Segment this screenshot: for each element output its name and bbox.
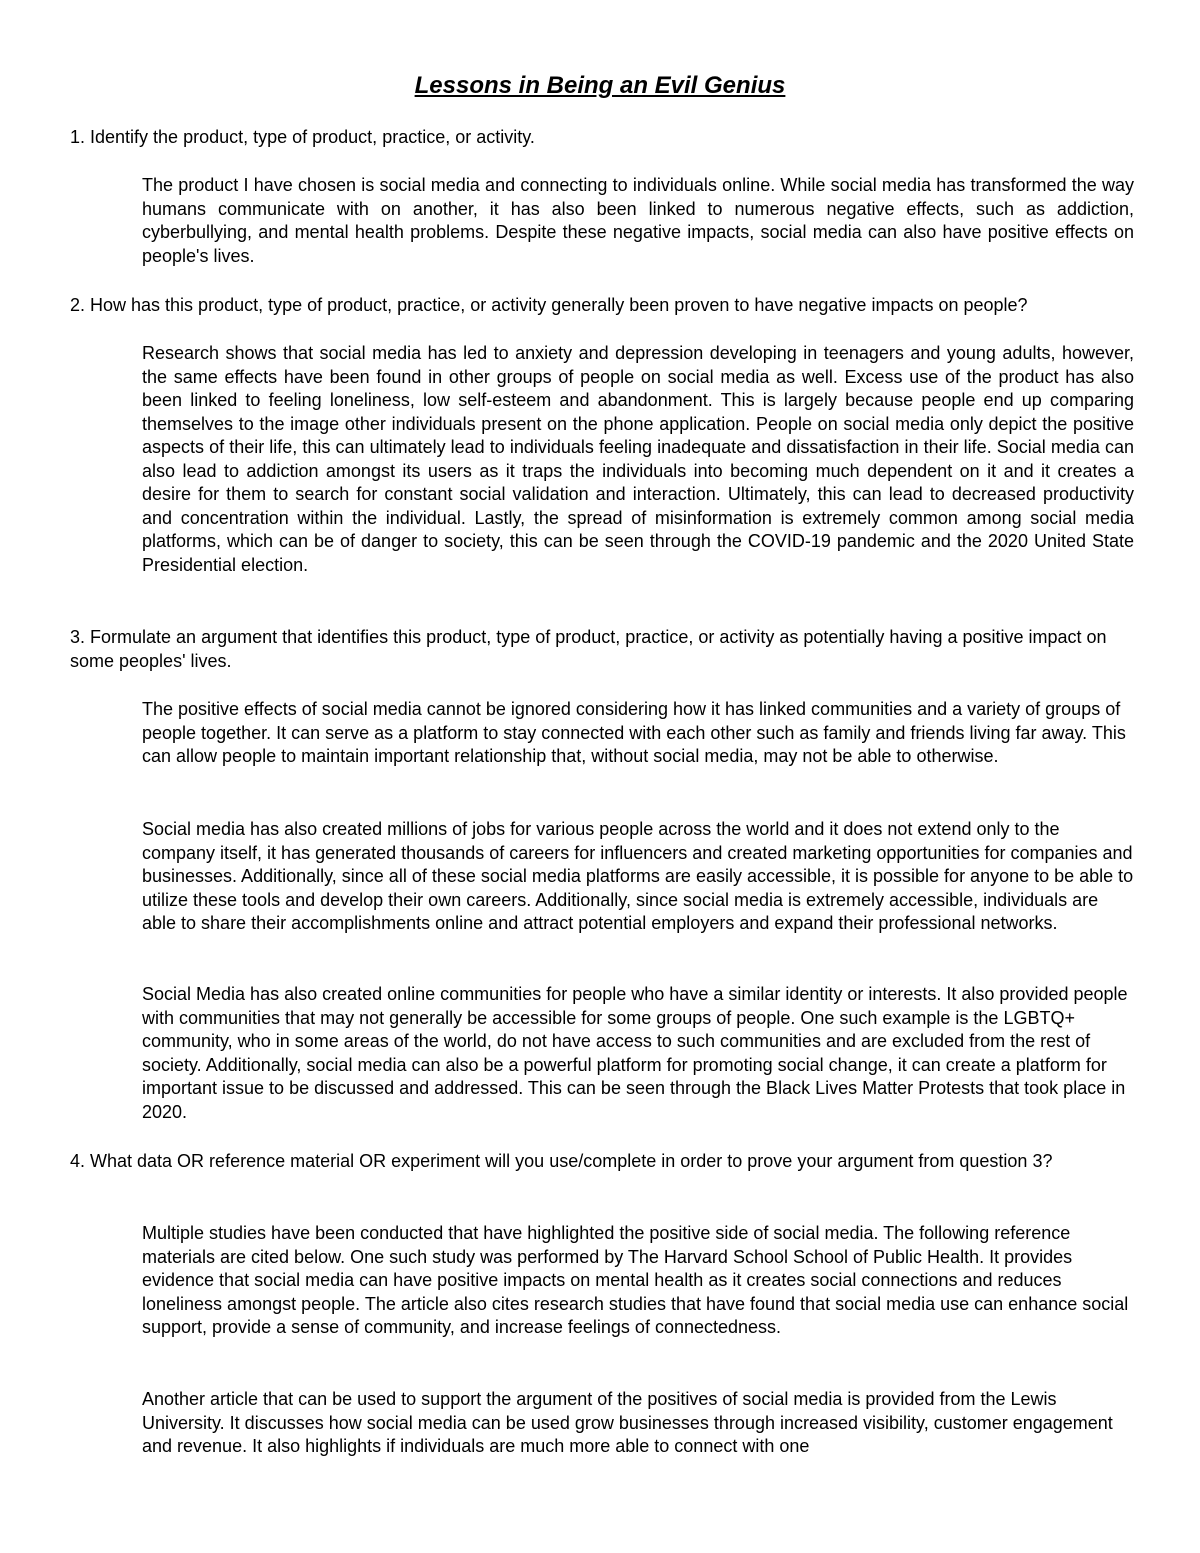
question-4: 4. What data OR reference material OR experiment will you use/complete in order to prove your argument from question 3? (70, 1151, 1053, 1171)
answer-4-paragraph-2: Another article that can be used to support the argument of the positives of social media is provided from the Lewis University. It discusses how social media can be used grow businesses through increased visibility, customer engagement and revenue. It also highlights if individuals are much more able to connect with one (142, 1389, 1113, 1456)
answer-3-paragraph-2: Social media has also created millions of jobs for various people across the world and it does not extend only to the company itself, it has generated thousands of careers for influencers and created marketing opportunities for companies and businesses. Additionally, since all of these social media platforms are easily accessible, it is possible for anyone to be able to utilize these tools and develop their own careers. Additionally, since social media is extremely accessible, individuals are able to share their accomplishments online and attract potential employers and expand their professional networks. (142, 819, 1134, 933)
question-2: 2. How has this product, type of product, practice, or activity generally been proven to have negative impacts on people? (70, 295, 1028, 315)
question-1: 1. Identify the product, type of product, practice, or activity. (70, 127, 535, 147)
answer-3-paragraph-1: The positive effects of social media cannot be ignored considering how it has linked communities and a variety of groups of people together. It can serve as a platform to stay connected with each other such as family and friends living far away. This can allow people to maintain important relationship that, without social media, may not be able to otherwise. (142, 699, 1126, 766)
question-3: 3. Formulate an argument that identifies this product, type of product, practice, or activity as potentially having a positive impact on some peoples' lives. (70, 627, 1107, 671)
answer-4-paragraph-1: Multiple studies have been conducted that have highlighted the positive side of social media. The following reference materials are cited below. One such study was performed by The Harvard School School of Public Health. It provides evidence that social media can have positive impacts on mental health as it creates social connections and reduces loneliness amongst people. The article also cites research studies that have found that social media use can enhance social support, provide a sense of community, and increase feelings of connectedness. (142, 1223, 1129, 1337)
answer-1: The product I have chosen is social media and connecting to individuals online. While social media has transformed the way humans communicate with on another, it has also been linked to numerous negative effects, such as addiction, cyberbullying, and mental health problems. Despite these negative impacts, social media can also have positive effects on people's lives. (142, 175, 1134, 266)
document-title: Lessons in Being an Evil Genius (414, 72, 786, 99)
answer-2: Research shows that social media has led to anxiety and depression developing in teenagers and young adults, however, the same effects have been found in other groups of people on social media as well. Excess use of the product has also been linked to feeling loneliness, low self-esteem and abandonment. This is largely because people end up comparing themselves to the image other individuals present on the phone application. People on social media only depict the positive aspects of their life, this can ultimately lead to individuals feeling inadequate and dissatisfaction in their life. Social media can also lead to addiction amongst its users as it traps the individuals into becoming much dependent on it and it creates a desire for them to search for constant social validation and interaction. Ultimately, this can lead to decreased productivity and concentration within the individual. Lastly, the spread of misinformation is extremely common among social media platforms, which can be of danger to society, this can be seen through the COVID-19 pandemic and the 2020 United State Presidential election. (142, 343, 1134, 575)
answer-3-paragraph-3: Social Media has also created online communities for people who have a similar identity or interests. It also provided people with communities that may not generally be accessible for some groups of people. One such example is the LGBTQ+ community, who in some areas of the world, do not have access to such communities and are excluded from the rest of society. Additionally, social media can also be a powerful platform for promoting social change, it can create a platform for important issue to be discussed and addressed. This can be seen through the Black Lives Matter Protests that took place in 2020. (142, 984, 1128, 1122)
